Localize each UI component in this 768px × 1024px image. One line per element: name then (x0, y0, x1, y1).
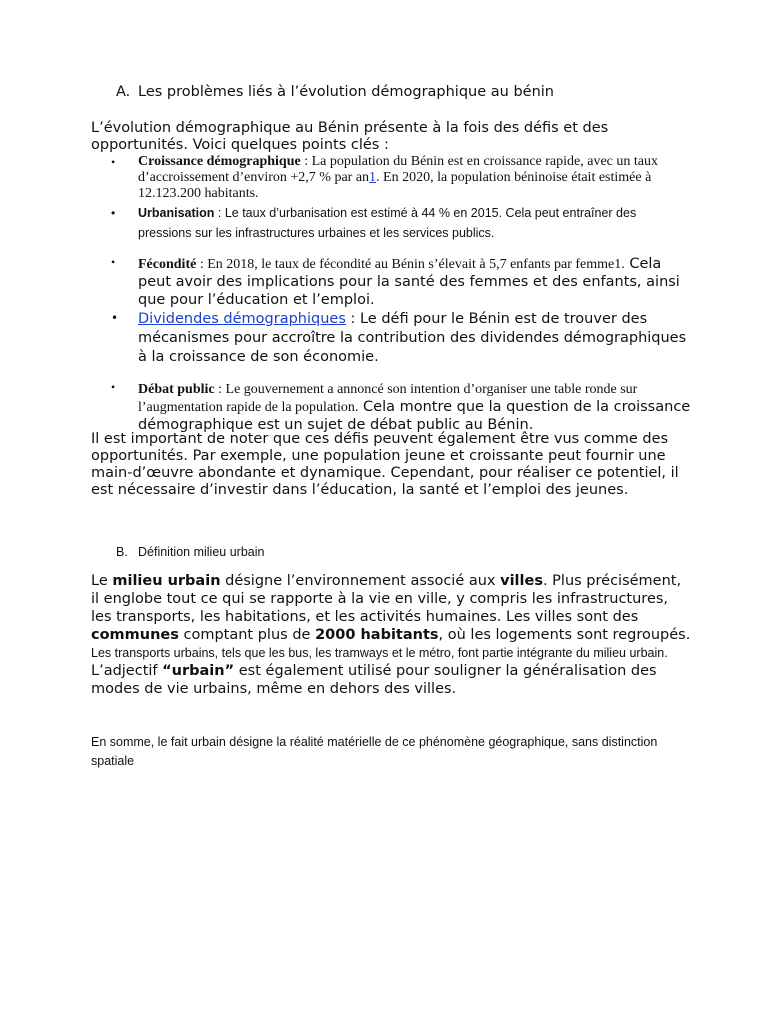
bullet-icon: • (111, 311, 119, 325)
bullet-term: Croissance démographique (138, 154, 301, 169)
definition-text: Le (91, 573, 113, 589)
definition-text: L’adjectif (91, 663, 163, 679)
summary-paragraph: En somme, le fait urbain désigne la réalité matérielle de ce phénomène géographique, sans distinction spatiale (91, 735, 658, 768)
bullet-text: Cela montre que la question de la croissance démographique est un sujet de débat public au Bénin. (138, 399, 691, 433)
list-item (91, 255, 691, 309)
section-a-number: A. (116, 84, 131, 100)
definition-bold: 2000 habitants (315, 627, 439, 643)
bullet-term: Urbanisation (138, 206, 215, 220)
dividendes-link[interactable]: Dividendes démographiques (138, 311, 346, 327)
section-b-number: B. (116, 545, 128, 559)
bullet-icon: • (111, 380, 116, 394)
bullet-text: : Le taux d’urbanisation est estimé à 44 % en 2015. Cela peut entraîner des pressions sur les infrastructures urbaines et les services publics. (138, 206, 637, 240)
bullet-text: : En 2018, le taux de fécondité au Bénin s’élevait à 5,7 enfants par femme1. (196, 257, 625, 272)
list-item (91, 380, 691, 434)
bullet-icon: • (111, 255, 116, 269)
list-item (91, 203, 691, 243)
definition-bold: villes (500, 573, 543, 589)
section-b-heading (116, 545, 264, 559)
definition-text: désigne l’environnement associé aux (220, 573, 501, 589)
section-a-heading (116, 84, 554, 100)
definition-bold: communes (91, 627, 179, 643)
section-a-title: Les problèmes liés à l’évolution démographique au bénin (138, 84, 554, 100)
bullet-term: Fécondité (138, 257, 197, 272)
definition-text: , où les logements sont regroupés. (438, 627, 691, 643)
bullet-text: : Le défi pour le Bénin est de trouver des mécanismes pour accroître la contribution des dividendes démographiques à la croissance de son économie. (138, 311, 687, 365)
definition-bold: “urbain” (162, 663, 235, 679)
bullet-text: : La population du Bénin est en croissance rapide, avec un taux d’accroissement d’environ +2,7 % par an (138, 154, 658, 185)
definition-text: comptant plus de (178, 627, 316, 643)
key-points-list (91, 154, 691, 434)
definition-bold: milieu urbain (112, 573, 221, 589)
bullet-term: Débat public (138, 382, 215, 397)
intro-paragraph: L’évolution démographique au Bénin présente à la fois des défis et des opportunités. Voici quelques points clés : (91, 120, 609, 153)
conclusion-paragraph: Il est important de noter que ces défis peuvent également être vus comme des opportunités. Par exemple, une population jeune et croissante peut fournir une main-d’œuvre abondante et dynamique. Cependant, pour réaliser ce potentiel, il est nécessaire d’investir dans l’éducation, la santé et l’emploi des jeunes. (91, 431, 679, 498)
definition-text: est également utilisé pour souligner la généralisation des modes de vie urbains, même en dehors des villes. (91, 663, 657, 697)
bullet-icon: • (111, 206, 116, 220)
bullet-text: . En 2020, la population béninoise était estimée à 12.123.200 habitants. (138, 170, 652, 201)
section-b-title: Définition milieu urbain (138, 545, 265, 559)
footnote-link[interactable]: 1 (369, 170, 377, 185)
definition-paragraph (91, 572, 691, 698)
bullet-icon: • (111, 155, 116, 169)
definition-text: . Plus précisément, il englobe tout ce qui se rapporte à la vie en ville, y compris les infrastructures, les transports, les habitations, et les activités humaines. Les villes sont des (91, 573, 682, 625)
bullet-text: Cela peut avoir des implications pour la santé des femmes et des enfants, ainsi que pour l’éducation et l’emploi. (138, 256, 680, 308)
definition-small-text: Les transports urbains, tels que les bus, les tramways et le métro, font partie intégrante du milieu urbain. (91, 646, 668, 660)
list-item (91, 310, 691, 367)
list-item (91, 154, 691, 202)
bullet-text: : Le gouvernement a annoncé son intention d’organiser une table ronde sur l’augmentation rapide de la population. (138, 382, 638, 415)
